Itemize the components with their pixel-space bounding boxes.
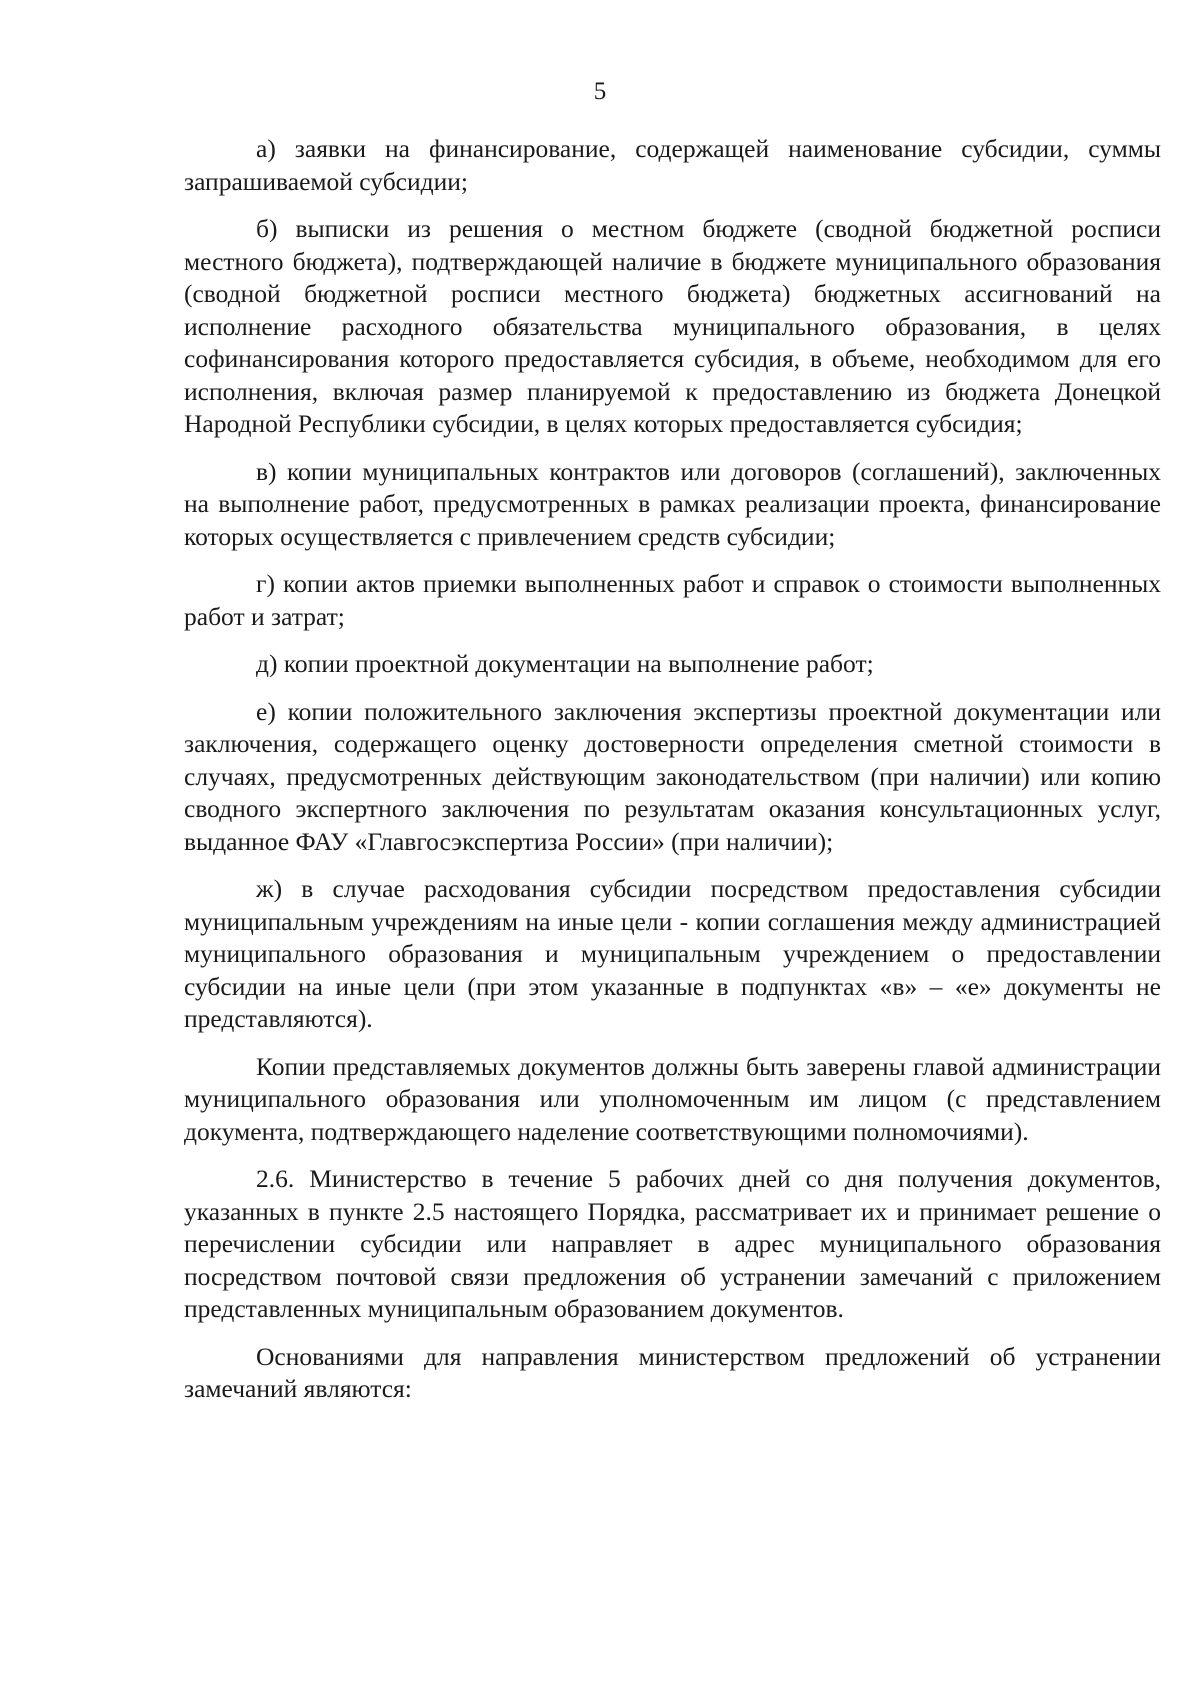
paragraph-item-a: а) заявки на финансирование, содержащей наименование субсидии, суммы запрашиваемой субсидии; xyxy=(184,134,1161,196)
paragraph-grounds: Основаниями для направления министерством предложений об устранении замечаний являются: xyxy=(184,1341,1161,1403)
page-number: 5 xyxy=(593,78,607,105)
paragraph-item-e: е) копии положительного заключения экспертизы проектной документации или заключения, содержащего оценку достоверности определения сметной стоимости в случаях, предусмотренных действующим законодательством (при наличии) или копию сводного экспертного заключения по результатам оказания консультационных услуг, выданное ФАУ «Главгосэкспертиза России» (при наличии); xyxy=(184,696,1161,856)
paragraph-item-d: д) копии проектной документации на выполнение работ; xyxy=(256,649,874,678)
paragraph-item-zh: ж) в случае расходования субсидии посредством предоставления субсидии муниципальным учреждениям на иные цели - копии соглашения между администрацией муниципального образования и муниципальным учреждением о предоставлении субсидии на иные цели (при этом указанные в подпунктах «в» – «е» документы не представляются). xyxy=(184,874,1161,1033)
paragraph-copies-certification: Копии представляемых документов должны быть заверены главой администрации муниципального образования или уполномоченным им лицом (с представлением документа, подтверждающего наделение соответствующими полномочиями). xyxy=(184,1051,1161,1146)
paragraph-item-b: б) выписки из решения о местном бюджете (сводной бюджетной росписи местного бюджета), подтверждающей наличие в бюджете муниципального образования (сводной бюджетной росписи местного бюджета) бюджетных ассигнований на исполнение расходного обязательства муниципального образования, в целях софинансирования которого предоставляется субсидия, в объеме, необходимом для его исполнения, включая размер планируемой к предоставлению из бюджета Донецкой Народной Республики субсидии, в целях которых предоставляется субсидия; xyxy=(184,214,1161,438)
paragraph-item-g: г) копии актов приемки выполненных работ и справок о стоимости выполненных работ и затрат; xyxy=(184,569,1161,631)
paragraph-item-v: в) копии муниципальных контрактов или договоров (соглашений), заключенных на выполнение работ, предусмотренных в рамках реализации проекта, финансирование которых осуществляется с привлечением средств субсидии; xyxy=(184,456,1161,551)
document-body xyxy=(184,133,1161,1406)
paragraph-section-2-6: 2.6. Министерство в течение 5 рабочих дней со дня получения документов, указанных в пункте 2.5 настоящего Порядка, рассматривает их и принимает решение о перечислении субсидии или направляет в адрес муниципального образования посредством почтовой связи предложения об устранении замечаний с приложением представленных муниципальным образованием документов. xyxy=(184,1164,1161,1323)
